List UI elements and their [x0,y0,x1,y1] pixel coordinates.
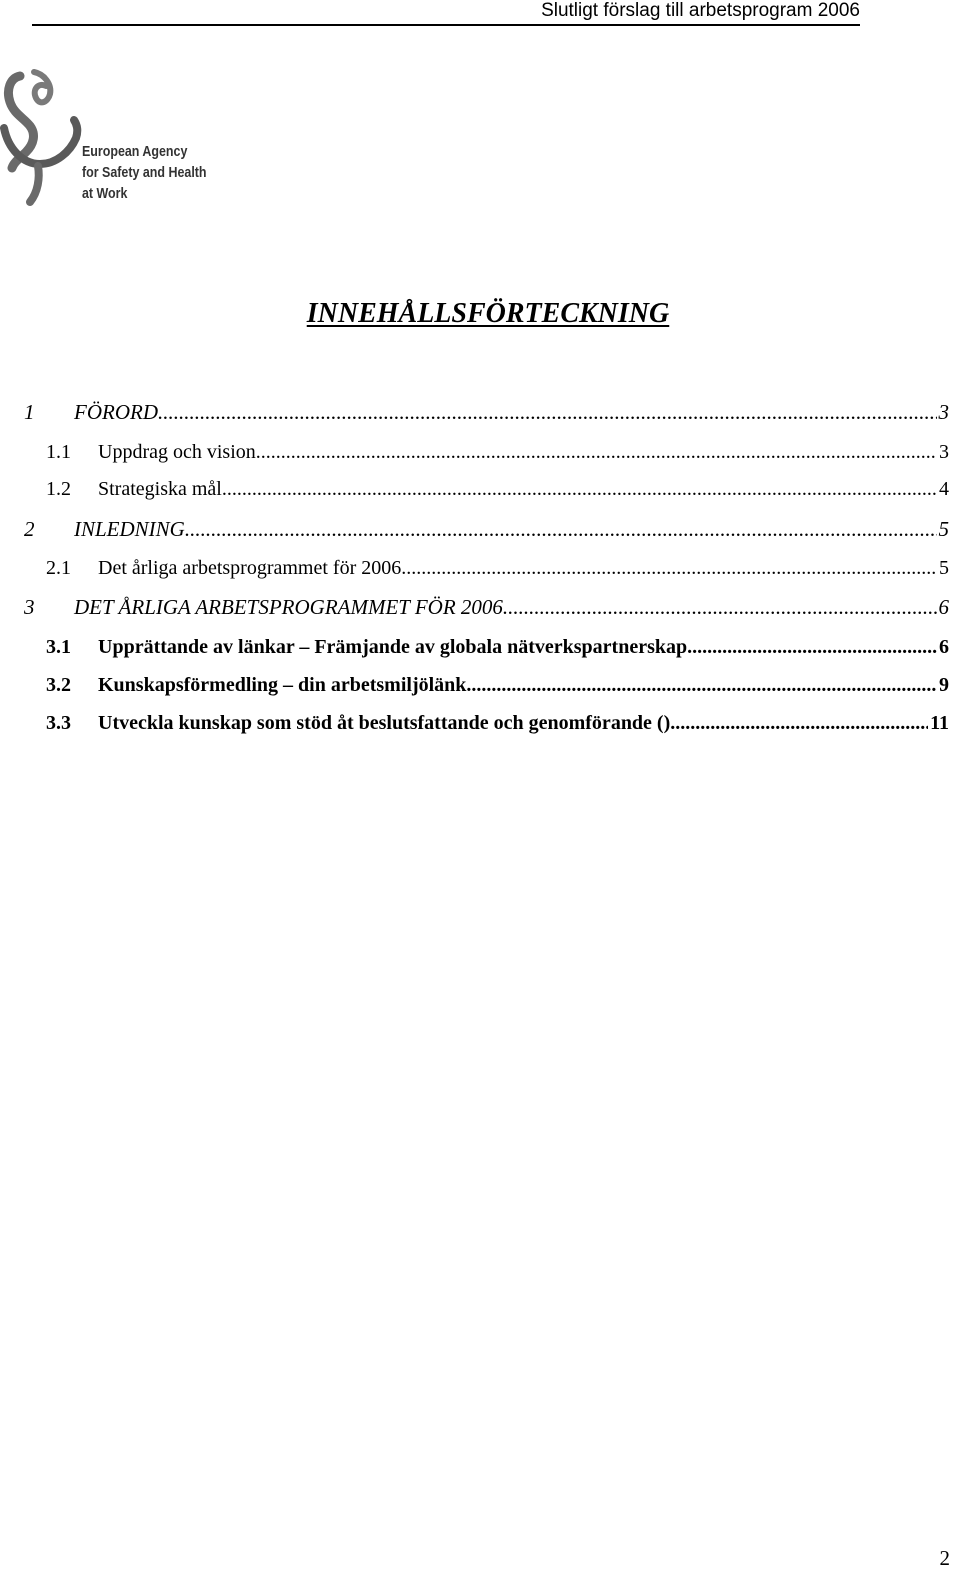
toc-entry-page: 6 [939,636,949,658]
toc-leader-dots [503,591,937,623]
toc-entry-1-2[interactable] [0,473,960,505]
toc-entry-number: 1.1 [46,441,71,463]
agency-name-line-1: European Agency [82,143,188,160]
toc-entry-number: 3.3 [46,712,71,734]
toc-entry-label: INLEDNING [74,517,185,541]
toc-entry-label: Utveckla kunskap som stöd åt beslutsfattande och genomförande () [98,712,671,734]
toc-entry-page: 9 [939,674,949,696]
toc-leader-dots [687,631,937,663]
toc-leader-dots [670,707,928,739]
running-header-title: Slutligt förslag till arbetsprogram 2006 [541,0,860,21]
toc-entry-label: FÖRORD [74,400,158,424]
toc-entry-number: 3.1 [46,636,71,658]
toc-entry-number: 3.2 [46,674,71,696]
toc-entry-label: Kunskapsförmedling – din arbetsmiljölänk [98,674,467,696]
agency-name-line-2: for Safety and Health [82,164,207,181]
toc-leader-dots [158,396,937,428]
toc-entry-page: 3 [938,400,949,424]
toc-title: INNEHÅLLSFÖRTECKNING [306,298,670,329]
toc-entry-3-1[interactable] [0,631,960,663]
toc-entry-label: Uppdrag och vision [98,441,256,463]
toc-entry-3[interactable] [0,591,960,623]
toc-entry-number: 2.1 [46,557,71,579]
agency-name-line-3: at Work [82,185,128,202]
toc-leader-dots [466,669,937,701]
toc-leader-dots [185,513,937,545]
toc-leader-dots [222,473,937,505]
toc-entry-3-2[interactable] [0,669,960,701]
toc-entry-page: 4 [939,478,949,500]
logo-lower-stroke [30,166,39,202]
toc-entry-2[interactable] [0,513,960,545]
toc-entry-page: 5 [938,517,949,541]
toc-entry-number: 1.2 [46,478,71,500]
toc-entry-label: Upprättande av länkar – Främjande av globala nätverkspartnerskap [98,636,688,658]
toc-entry-2-1[interactable] [0,552,960,584]
toc-entry-1-1[interactable] [0,436,960,468]
toc-leader-dots [401,552,937,584]
agency-logo [0,68,215,208]
agency-logo-icon [0,68,90,208]
toc-entry-number: 2 [24,517,35,541]
toc-entry-3-3[interactable] [0,707,960,739]
agency-name [82,141,207,204]
toc-entry-number: 1 [24,400,35,424]
toc-entry-page: 3 [939,441,949,463]
toc-entry-page: 6 [938,595,949,619]
toc-leader-dots [256,436,937,468]
running-header [32,0,860,26]
logo-sweep-stroke [4,120,77,164]
toc-entry-1[interactable] [0,396,960,428]
toc-entry-number: 3 [24,595,35,619]
toc-entry-label: Det årliga arbetsprogrammet för 2006 [98,557,402,579]
toc-entry-label: Strategiska mål [98,478,222,500]
toc-entry-label: DET ÅRLIGA ARBETSPROGRAMMET FÖR 2006 [74,595,503,619]
logo-loop-stroke [34,72,50,102]
toc-entry-page: 11 [930,712,949,734]
toc-entry-page: 5 [939,557,949,579]
page-number: 2 [939,1546,950,1570]
